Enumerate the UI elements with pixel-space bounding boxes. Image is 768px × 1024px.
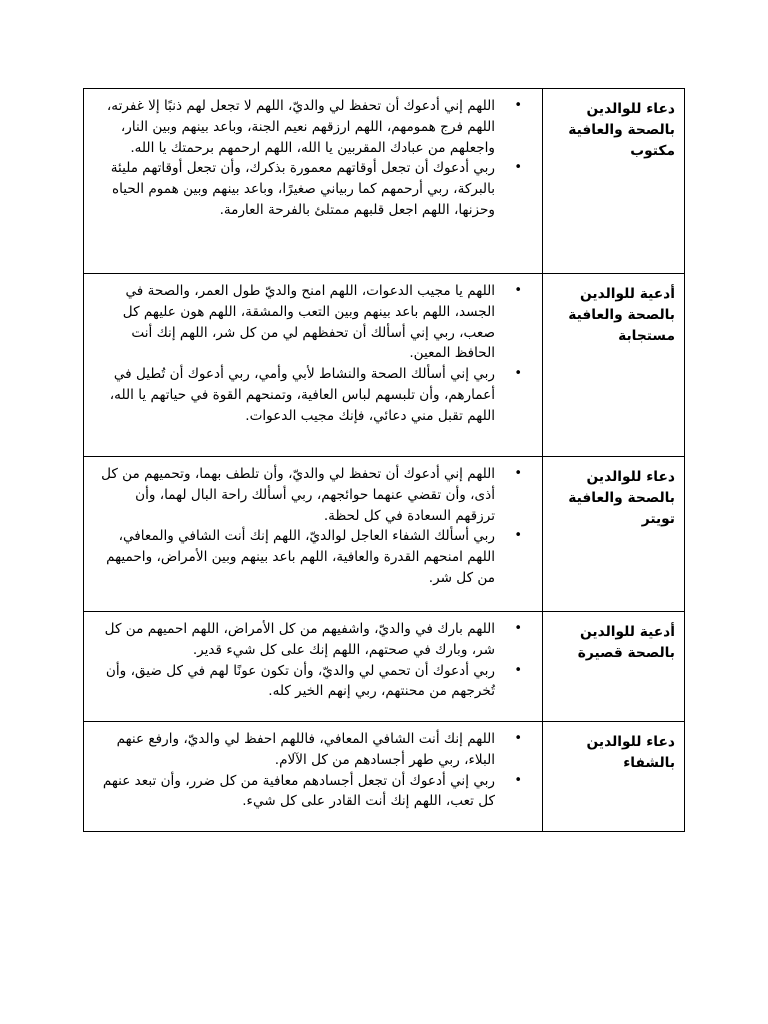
dua-item: • اللهم إنك أنت الشافي المعافي، فاللهم احفظ لي والديّ، وارفع عنهم البلاء، ربي طهر أجسادهم من كل الآلام.: [94, 729, 528, 771]
section-title: دعاء للوالدين بالصحة والعافية مكتوب: [568, 101, 675, 159]
section-title: دعاء للوالدين بالشفاء: [586, 734, 675, 771]
dua-item: • اللهم إني أدعوك أن تحفظ لي والديّ، اللهم لا تجعل لهم ذنبًا إلا غفرته، اللهم فرج همومهم، اللهم ارزقهم نعيم الجنة، وباعد بينهم وبين النار، واجعلهم من عبادك المقربين يا الله، اللهم ارحمهم برحمتك يا الله.: [94, 96, 528, 158]
section-title-cell: [543, 722, 685, 832]
section-title: أدعية للوالدين بالصحة قصيرة: [577, 624, 675, 661]
table-row: [84, 274, 685, 457]
dua-list: [94, 729, 528, 812]
table-row: [84, 457, 685, 612]
dua-item: • ربي أدعوك أن تجعل أوقاتهم معمورة بذكرك، وأن تجعل أوقاتهم مليئة بالبركة، ربي أرحمهم كما ربياني صغيرًا، وباعد بينهم وبين هموم الحياه وحزنها، اللهم اجعل قلبهم ممتلئ بالفرحة العارمة.: [94, 158, 528, 220]
table-row: [84, 89, 685, 274]
dua-item: • اللهم إني أدعوك أن تحفظ لي والديّ، وأن تلطف بهما، وتحميهم من كل أذى، وأن تقضي عنهما حوائجهم، ربي أسألك راحة البال لهما، وأن ترزقهم السعادة في كل لحظة.: [94, 464, 528, 526]
dua-item: • اللهم يا مجيب الدعوات، اللهم امنح والديّ طول العمر، والصحة في الجسد، اللهم باعد بينهم وبين التعب والمشقة، اللهم هون عليهم كل صعب، ربي إني أسألك أن تحفظهم لي من كل شر، اللهم إنك أنت الحافظ المعين.: [94, 281, 528, 364]
table-row: [84, 722, 685, 832]
duas-table: [83, 88, 685, 832]
section-body-cell: [84, 89, 543, 274]
section-body-cell: [84, 274, 543, 457]
dua-list: [94, 96, 528, 221]
section-body-cell: [84, 457, 543, 612]
dua-item: • ربي إني أسألك الصحة والنشاط لأبي وأمي، ربي أدعوك أن تُطيل في أعمارهم، وأن تلبسهم لباس العافية، وتمنحهم القوة في حياتهم يا الله، اللهم تقبل مني دعائي، فإنك مجيب الدعوات.: [94, 364, 528, 426]
section-title-cell: [543, 457, 685, 612]
table-row: [84, 612, 685, 722]
dua-list: [94, 281, 528, 427]
section-title: أدعية للوالدين بالصحة والعافية مستجابة: [568, 286, 675, 344]
section-body-cell: [84, 612, 543, 722]
dua-item: • ربي إني أدعوك أن تجعل أجسادهم معافية من كل ضرر، وأن تبعد عنهم كل تعب، اللهم إنك أنت القادر على كل شيء.: [94, 771, 528, 813]
section-title: دعاء للوالدين بالصحة والعافية تويتر: [568, 469, 675, 527]
section-title-cell: [543, 612, 685, 722]
section-body-cell: [84, 722, 543, 832]
dua-list: [94, 619, 528, 702]
dua-item: • ربي أسألك الشفاء العاجل لوالديّ، اللهم إنك أنت الشافي والمعافي، اللهم امنحهم القدرة والعافية، اللهم باعد بينهم وبين الأمراض، واحميهم من كل شر.: [94, 526, 528, 588]
section-title-cell: [543, 274, 685, 457]
dua-item: • اللهم بارك في والديّ، واشفيهم من كل الأمراض، اللهم احميهم من كل شر، وبارك في صحتهم، اللهم إنك على كل شيء قدير.: [94, 619, 528, 661]
section-title-cell: [543, 89, 685, 274]
dua-item: • ربي أدعوك أن تحمي لي والديّ، وأن تكون عونًا لهم في كل ضيق، وأن تُخرجهم من محنتهم، ربي إنهم الخير كله.: [94, 661, 528, 703]
dua-list: [94, 464, 528, 589]
